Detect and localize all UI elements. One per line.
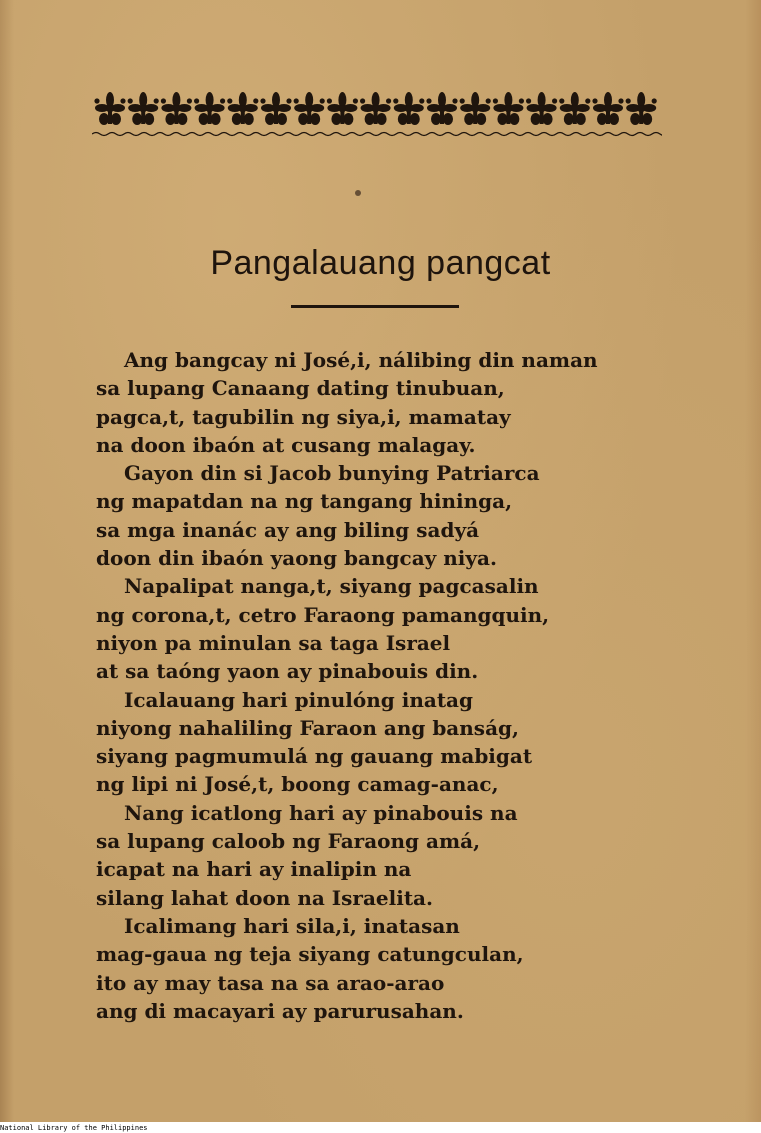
poem-line: doon din ibaón yaong bangcay niya. (96, 546, 497, 571)
library-credit: National Library of the Philippines (0, 1124, 148, 1132)
fleuron-icon (294, 92, 325, 125)
poem-line: sa lupang caloob ng Faraong amá, (96, 829, 481, 854)
poem-line: Gayon din si Jacob bunying Patriarca (124, 461, 540, 486)
fleuron-border-icon (92, 88, 662, 140)
ornament-baseline (92, 133, 662, 136)
poem-line: at sa taóng yaon ay pinabouis din. (96, 659, 479, 684)
poem-line: sa mga inanác ay ang biling sadyá (96, 517, 480, 542)
fleuron-icon (393, 92, 424, 125)
poem-line: Nang icatlong hari ay pinabouis na (124, 800, 518, 825)
fleuron-icon (360, 92, 391, 125)
poem-line: Icalimang hari sila,i, inatasan (124, 913, 460, 938)
poem-body (96, 346, 696, 1025)
poem-line: pagca,t, tagubilin ng siya,i, mamatay (96, 404, 511, 429)
poem-line: ng lipi ni José,t, boong camag-anac, (96, 772, 499, 797)
fleuron-icon (94, 92, 125, 125)
fleuron-icon (227, 92, 258, 125)
chapter-title: Pangalauang pangcat (210, 244, 551, 282)
fleuron-icon (194, 92, 225, 125)
fleuron-icon (426, 92, 457, 125)
fleuron-icon (327, 92, 358, 125)
poem-line: icapat na hari ay inalipin na (96, 857, 412, 882)
poem-line: na doon ibaón at cusang malagay. (96, 432, 476, 457)
fleuron-icon (161, 92, 192, 125)
fleuron-icon (626, 92, 657, 125)
fleuron-icon (526, 92, 557, 125)
poem-line: mag-gaua ng teja siyang catungculan, (96, 942, 524, 967)
poem-line: ang di macayari ay parurusahan. (96, 998, 464, 1023)
fleuron-icon (559, 92, 590, 125)
poem-line: niyon pa minulan sa taga Israel (96, 630, 451, 655)
fleuron-icon (592, 92, 623, 125)
fleuron-icon (260, 92, 291, 125)
poem-line: niyong nahaliling Faraon ang banság, (96, 715, 519, 740)
fleuron-icon (493, 92, 524, 125)
poem-line: siyang pagmumulá ng gauang mabigat (96, 744, 533, 769)
poem-line: sa lupang Canaang dating tinubuan, (96, 376, 505, 401)
poem-line: Ang bangcay ni José,i, nálibing din naman (124, 348, 598, 372)
ink-speck (355, 190, 361, 196)
fleuron-icon (128, 92, 159, 125)
poem-line: Napalipat nanga,t, siyang pagcasalin (124, 574, 539, 599)
poem-line: ng mapatdan na ng tangang hininga, (96, 489, 513, 514)
title-underline (291, 305, 459, 308)
poem-line: ito ay may tasa na sa arao-arao (96, 970, 445, 995)
poem-line: silang lahat doon na Israelita. (96, 885, 433, 910)
poem-line: Icalauang hari pinulóng inatag (124, 687, 474, 712)
fleuron-icon (460, 92, 491, 125)
poem-line: ng corona,t, cetro Faraong pamangquin, (96, 602, 550, 627)
